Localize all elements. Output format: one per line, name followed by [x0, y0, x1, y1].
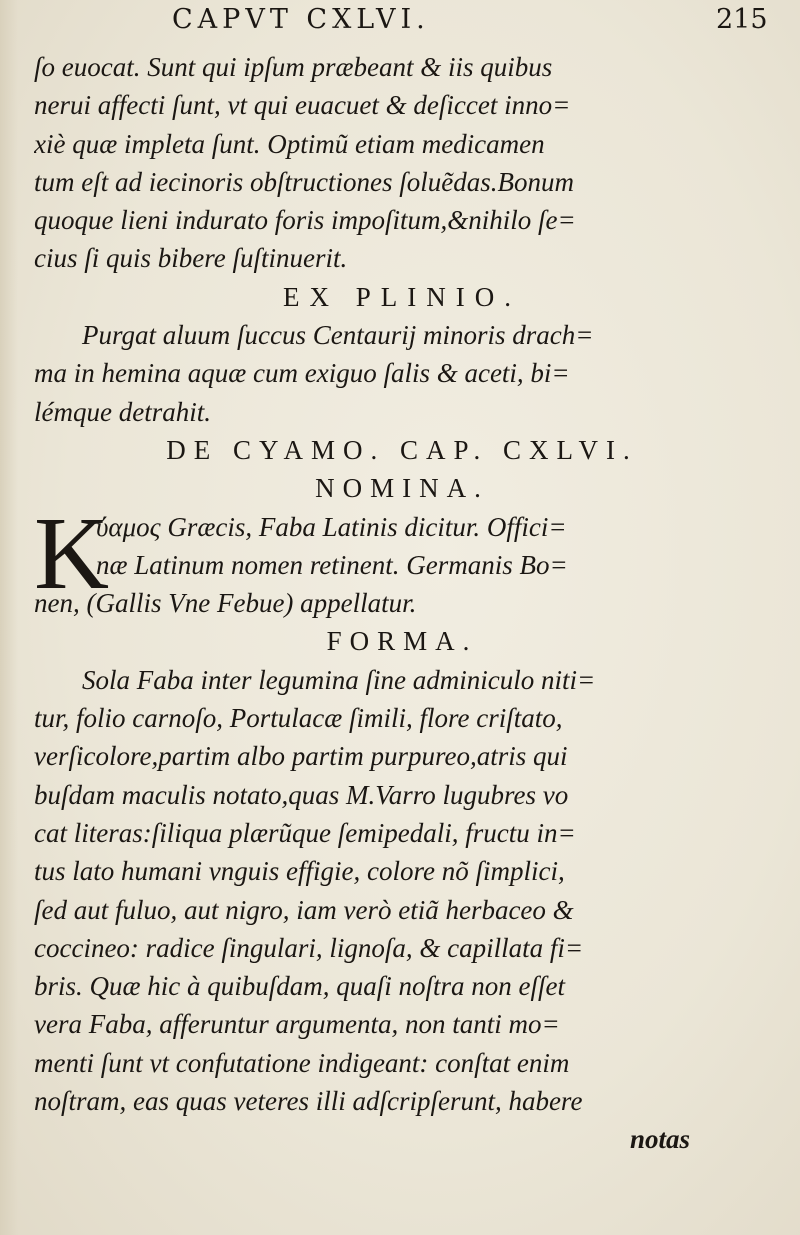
- text-line: xiè quæ impleta ſunt. Optimũ etiam medicamen: [34, 128, 545, 159]
- text-line: tus lato humani vnguis effigie, colore nõ ſimplici,: [34, 856, 565, 887]
- catchword: notas: [629, 1124, 690, 1155]
- section-heading-plinio: EX PLINIO.: [283, 281, 521, 312]
- paragraph-forma: [34, 661, 770, 1121]
- text-line: cat literas:ſiliqua plærũque ſemipedali, fructu in=: [34, 817, 576, 848]
- text-line: ſo euocat. Sunt qui ipſum præbeant & iis quibus: [34, 52, 553, 82]
- text-line: lémque detrahit.: [34, 396, 211, 427]
- text-line: noſtram, eas quas veteres illi adſcripſerunt, habere: [34, 1086, 583, 1117]
- paragraph-nomina: [34, 495, 770, 623]
- chapter-heading: DE CYAMO. CAP. CXLVI.: [166, 434, 638, 465]
- text-line: menti ſunt vt confutatione indigeant: conſtat enim: [34, 1047, 570, 1078]
- running-head-title: CAPVT CXLVI.: [172, 4, 430, 35]
- page-number: 215: [716, 4, 768, 35]
- section-heading-forma: FORMA.: [326, 626, 478, 657]
- section-heading-nomina: NOMINA.: [315, 473, 489, 504]
- text-line: vera Faba, afferuntur argumenta, non tanti mo=: [34, 1009, 560, 1040]
- text-line: coccineo: radice ſingulari, lignoſa, & capillata fi=: [34, 932, 584, 963]
- text-line: næ Latinum nomen retinent. Germanis Bo=: [96, 549, 568, 580]
- page-edge-shadow: [0, 0, 18, 1235]
- running-head: [0, 0, 800, 40]
- paragraph-plinio: [34, 316, 770, 431]
- paragraph-purgative-uses: [34, 48, 770, 278]
- text-line: cius ſi quis bibere ſuſtinuerit.: [34, 243, 348, 274]
- text-line: tur, folio carnoſo, Portulacæ ſimili, flore criſtato,: [34, 703, 563, 734]
- drop-cap-letter: K: [34, 495, 110, 611]
- text-block: [34, 48, 770, 1159]
- drop-cap-text: [96, 508, 770, 585]
- text-line: nerui affecti ſunt, vt qui euacuet & deſiccet inno=: [34, 90, 571, 121]
- text-line: bris. Quæ hic à quibuſdam, quaſi noſtra non eſſet: [34, 971, 565, 1002]
- text-line: tum eſt ad iecinoris obſtructiones ſoluẽdas.Bonum: [34, 166, 574, 197]
- text-line: nen, (Gallis Vne Febue) appellatur.: [34, 588, 417, 619]
- text-line: quoque lieni indurato foris impoſitum,&nihilo ſe=: [34, 205, 576, 236]
- text-line: Purgat aluum ſuccus Centaurij minoris drach=: [82, 320, 594, 351]
- text-line: ma in hemina aquæ cum exiguo ſalis & aceti, bi=: [34, 358, 570, 389]
- text-line: verſicolore,partim albo partim purpureo,atris qui: [34, 741, 568, 772]
- text-line: ύαμος Græcis, Faba Latinis dicitur. Offici=: [96, 511, 567, 542]
- text-line: Sola Faba inter legumina ſine adminiculo niti=: [82, 664, 596, 695]
- text-line: ſed aut fuluo, aut nigro, iam verò etiã herbaceo &: [34, 894, 574, 925]
- text-line: buſdam maculis notato,quas M.Varro lugubres vo: [34, 779, 569, 810]
